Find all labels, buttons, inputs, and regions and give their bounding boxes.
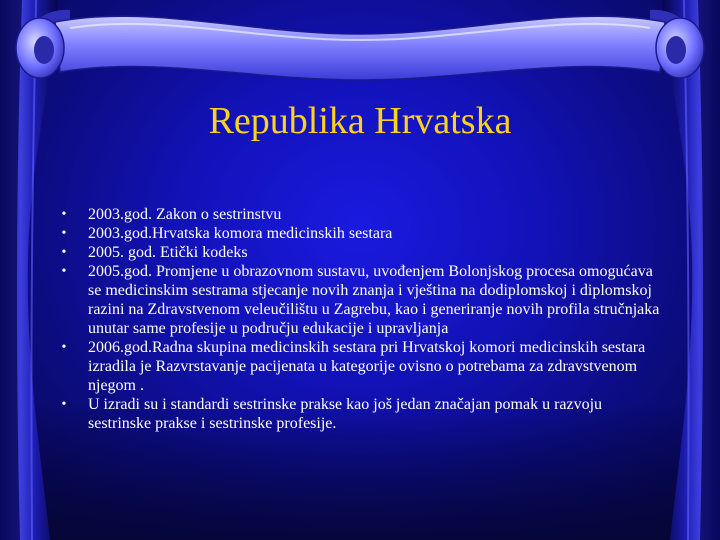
- bullet-text: 2006.god.Radna skupina medicinskih sestara pri Hrvatskoj komori medicinskih sestara izradila je Razvrstavanje pacijenata u kategorije ovisno o potrebama za zdravstvenom njegom .: [88, 339, 646, 394]
- bullet-dot-icon: •: [61, 226, 67, 241]
- bullet-text: 2003.god. Zakon o sestrinstvu: [88, 206, 282, 223]
- bullet-item: [58, 395, 668, 433]
- bullet-dot-icon: •: [61, 397, 67, 412]
- slide-title: Republika Hrvatska: [208, 100, 512, 142]
- bullet-item: [58, 243, 668, 262]
- bullet-text: 2003.god.Hrvatska komora medicinskih sestara: [88, 225, 393, 242]
- bullet-dot-icon: •: [61, 245, 67, 260]
- bullet-text: 2005. god. Etički kodeks: [88, 244, 248, 261]
- bullet-item: [58, 205, 668, 224]
- scroll-banner: [16, 10, 704, 80]
- bullet-item: [58, 262, 668, 338]
- bullet-text: 2005.god. Promjene u obrazovnom sustavu, uvođenjem Bolonjskog procesa omogućava se medicinskim sestrama stjecanje novih znanja i vještina na dodiplomskoj i diplomskoj razini na Zdravstvenom veleučilištu u Zagrebu, kao i generiranje novih profila stručnjaka unutar same profesije u području edukacije i upravljanja: [88, 263, 660, 337]
- bullet-dot-icon: •: [61, 264, 67, 279]
- bullet-dot-icon: •: [61, 207, 67, 222]
- bullet-item: [58, 338, 668, 395]
- bullet-text: U izradi su i standardi sestrinske prakse kao još jedan značajan pomak u razvoju sestrinske prakse i sestrinske profesije.: [88, 396, 603, 432]
- bullet-list: [58, 205, 668, 433]
- bullet-item: [58, 224, 668, 243]
- bullet-dot-icon: •: [61, 340, 67, 355]
